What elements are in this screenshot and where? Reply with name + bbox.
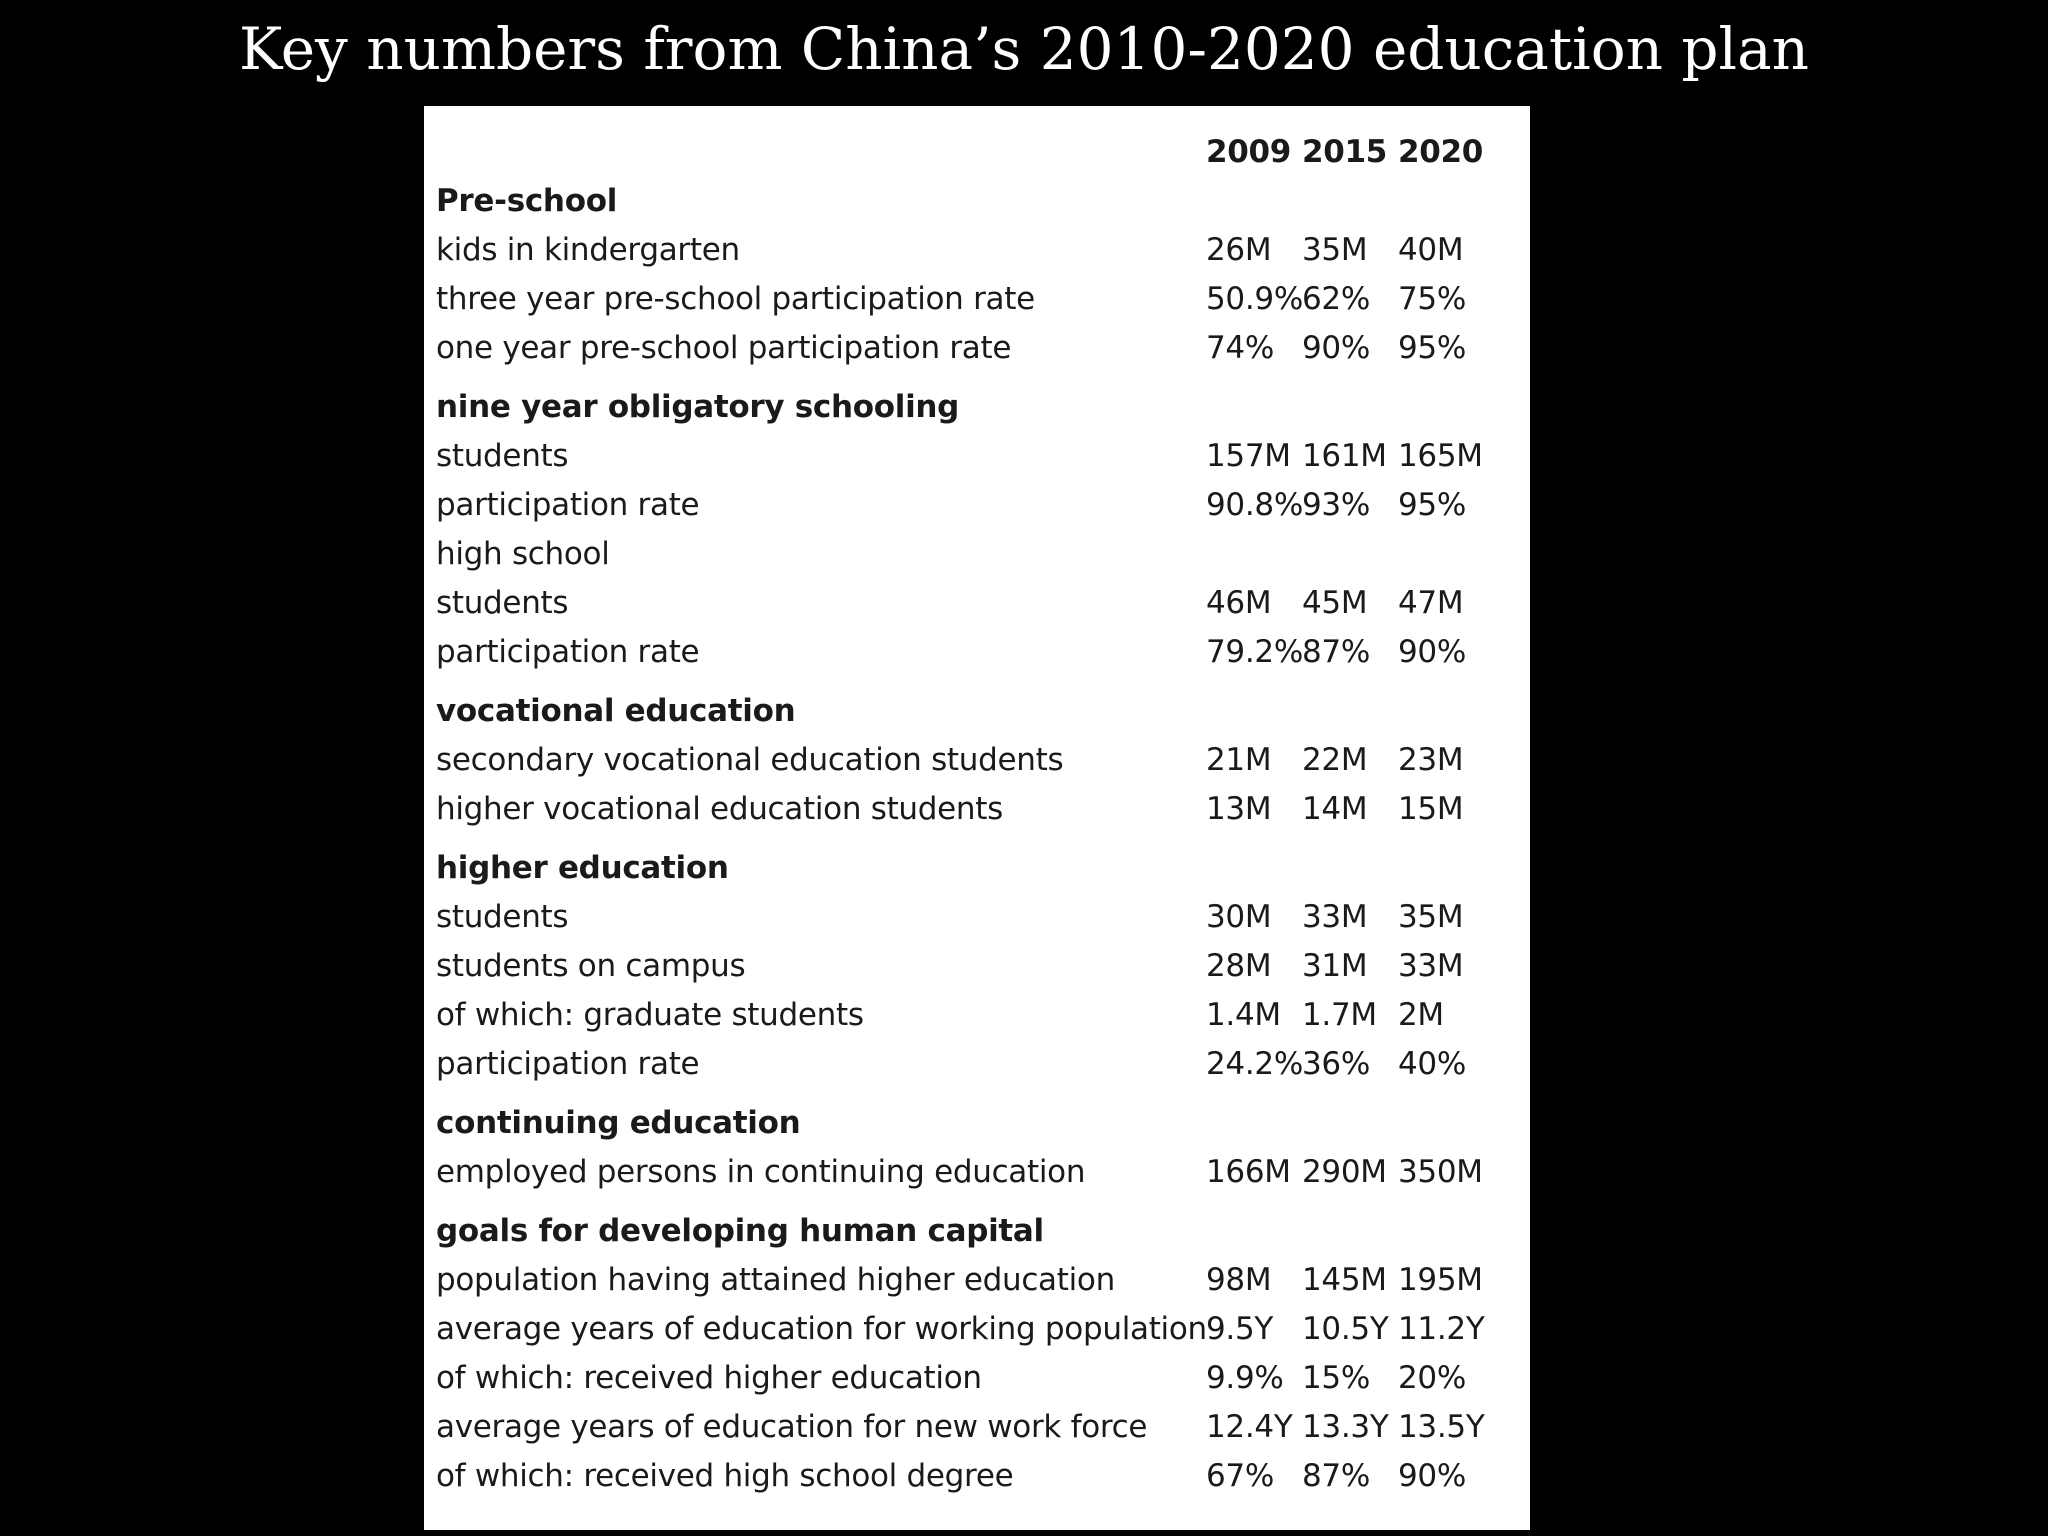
value-2020: 95% (1398, 330, 1467, 366)
value-2020: 75% (1398, 281, 1467, 317)
value-2015: 15% (1302, 1360, 1371, 1396)
table-row (436, 530, 1526, 579)
row-label: students (436, 585, 569, 621)
row-label: average years of education for new work force (436, 1409, 1148, 1445)
section-heading-label: nine year obligatory schooling (436, 389, 960, 425)
row-label: higher vocational education students (436, 791, 1003, 827)
row-label: average years of education for working population (436, 1311, 1207, 1347)
table-row (436, 1452, 1526, 1501)
value-2020: 47M (1398, 585, 1464, 621)
row-label: secondary vocational education students (436, 742, 1064, 778)
table-row (436, 1305, 1526, 1354)
value-2009: 50.9% (1206, 281, 1303, 317)
value-2015: 45M (1302, 585, 1368, 621)
value-2015: 90% (1302, 330, 1371, 366)
value-2015: 10.5Y (1302, 1311, 1389, 1347)
table-row (436, 628, 1526, 677)
value-2009: 74% (1206, 330, 1275, 366)
value-2009: 157M (1206, 438, 1291, 474)
value-2015: 93% (1302, 487, 1371, 523)
row-label: participation rate (436, 1046, 700, 1082)
value-2009: 90.8% (1206, 487, 1303, 523)
table-row (436, 785, 1526, 834)
column-header-2009: 2009 (1206, 134, 1292, 170)
section-heading (436, 177, 1526, 226)
row-label: participation rate (436, 487, 700, 523)
value-2009: 166M (1206, 1154, 1291, 1190)
row-label: participation rate (436, 634, 700, 670)
value-2009: 24.2% (1206, 1046, 1303, 1082)
value-2020: 2M (1398, 997, 1444, 1033)
value-2020: 35M (1398, 899, 1464, 935)
table-row (436, 1256, 1526, 1305)
value-2015: 33M (1302, 899, 1368, 935)
table-header-row (436, 128, 1526, 177)
value-2009: 21M (1206, 742, 1272, 778)
section-heading (436, 844, 1526, 893)
value-2009: 79.2% (1206, 634, 1303, 670)
value-2015: 14M (1302, 791, 1368, 827)
section-heading-label: goals for developing human capital (436, 1213, 1044, 1249)
row-label: high school (436, 536, 610, 572)
table-row (436, 324, 1526, 373)
row-label: of which: received high school degree (436, 1458, 1014, 1494)
row-label: students (436, 438, 569, 474)
value-2020: 40M (1398, 232, 1464, 268)
value-2015: 22M (1302, 742, 1368, 778)
value-2020: 33M (1398, 948, 1464, 984)
table-row (436, 991, 1526, 1040)
education-table-panel (424, 106, 1530, 1530)
table-row (436, 275, 1526, 324)
value-2009: 9.9% (1206, 1360, 1284, 1396)
section-heading-label: vocational education (436, 693, 796, 729)
section-heading-label: continuing education (436, 1105, 801, 1141)
value-2020: 195M (1398, 1262, 1483, 1298)
value-2015: 13.3Y (1302, 1409, 1389, 1445)
value-2015: 87% (1302, 634, 1371, 670)
value-2020: 13.5Y (1398, 1409, 1485, 1445)
value-2015: 290M (1302, 1154, 1387, 1190)
table-row (436, 893, 1526, 942)
row-label: employed persons in continuing education (436, 1154, 1086, 1190)
value-2009: 30M (1206, 899, 1272, 935)
column-header-2020: 2020 (1398, 134, 1484, 170)
section-heading (436, 1099, 1526, 1148)
table-row (436, 579, 1526, 628)
table-row (436, 481, 1526, 530)
table-row (436, 432, 1526, 481)
value-2015: 36% (1302, 1046, 1371, 1082)
value-2020: 165M (1398, 438, 1483, 474)
value-2009: 46M (1206, 585, 1272, 621)
education-table (436, 128, 1526, 1501)
table-row (436, 736, 1526, 785)
value-2020: 20% (1398, 1360, 1467, 1396)
table-row (436, 942, 1526, 991)
value-2020: 15M (1398, 791, 1464, 827)
row-label: of which: received higher education (436, 1360, 982, 1396)
row-label: population having attained higher education (436, 1262, 1115, 1298)
value-2020: 90% (1398, 1458, 1467, 1494)
value-2009: 28M (1206, 948, 1272, 984)
value-2009: 98M (1206, 1262, 1272, 1298)
table-row (436, 1403, 1526, 1452)
section-heading (436, 687, 1526, 736)
row-label: students (436, 899, 569, 935)
value-2015: 145M (1302, 1262, 1387, 1298)
value-2020: 90% (1398, 634, 1467, 670)
value-2009: 13M (1206, 791, 1272, 827)
value-2015: 87% (1302, 1458, 1371, 1494)
value-2015: 1.7M (1302, 997, 1377, 1033)
row-label: of which: graduate students (436, 997, 864, 1033)
value-2015: 31M (1302, 948, 1368, 984)
table-row (436, 226, 1526, 275)
value-2020: 11.2Y (1398, 1311, 1485, 1347)
column-header-2015: 2015 (1302, 134, 1388, 170)
value-2009: 12.4Y (1206, 1409, 1293, 1445)
value-2015: 62% (1302, 281, 1371, 317)
table-row (436, 1148, 1526, 1197)
table-row (436, 1354, 1526, 1403)
value-2009: 67% (1206, 1458, 1275, 1494)
value-2009: 9.5Y (1206, 1311, 1274, 1347)
row-label: students on campus (436, 948, 746, 984)
section-heading-label: higher education (436, 850, 729, 886)
section-heading (436, 383, 1526, 432)
row-label: three year pre-school participation rate (436, 281, 1035, 317)
table-row (436, 1040, 1526, 1089)
row-label: kids in kindergarten (436, 232, 740, 268)
value-2009: 1.4M (1206, 997, 1281, 1033)
value-2020: 350M (1398, 1154, 1483, 1190)
slide-title: Key numbers from China’s 2010-2020 education plan (238, 15, 1810, 83)
value-2020: 40% (1398, 1046, 1467, 1082)
value-2020: 95% (1398, 487, 1467, 523)
value-2015: 161M (1302, 438, 1387, 474)
value-2020: 23M (1398, 742, 1464, 778)
value-2009: 26M (1206, 232, 1272, 268)
row-label: one year pre-school participation rate (436, 330, 1012, 366)
section-heading (436, 1207, 1526, 1256)
value-2015: 35M (1302, 232, 1368, 268)
section-heading-label: Pre-school (436, 183, 618, 219)
